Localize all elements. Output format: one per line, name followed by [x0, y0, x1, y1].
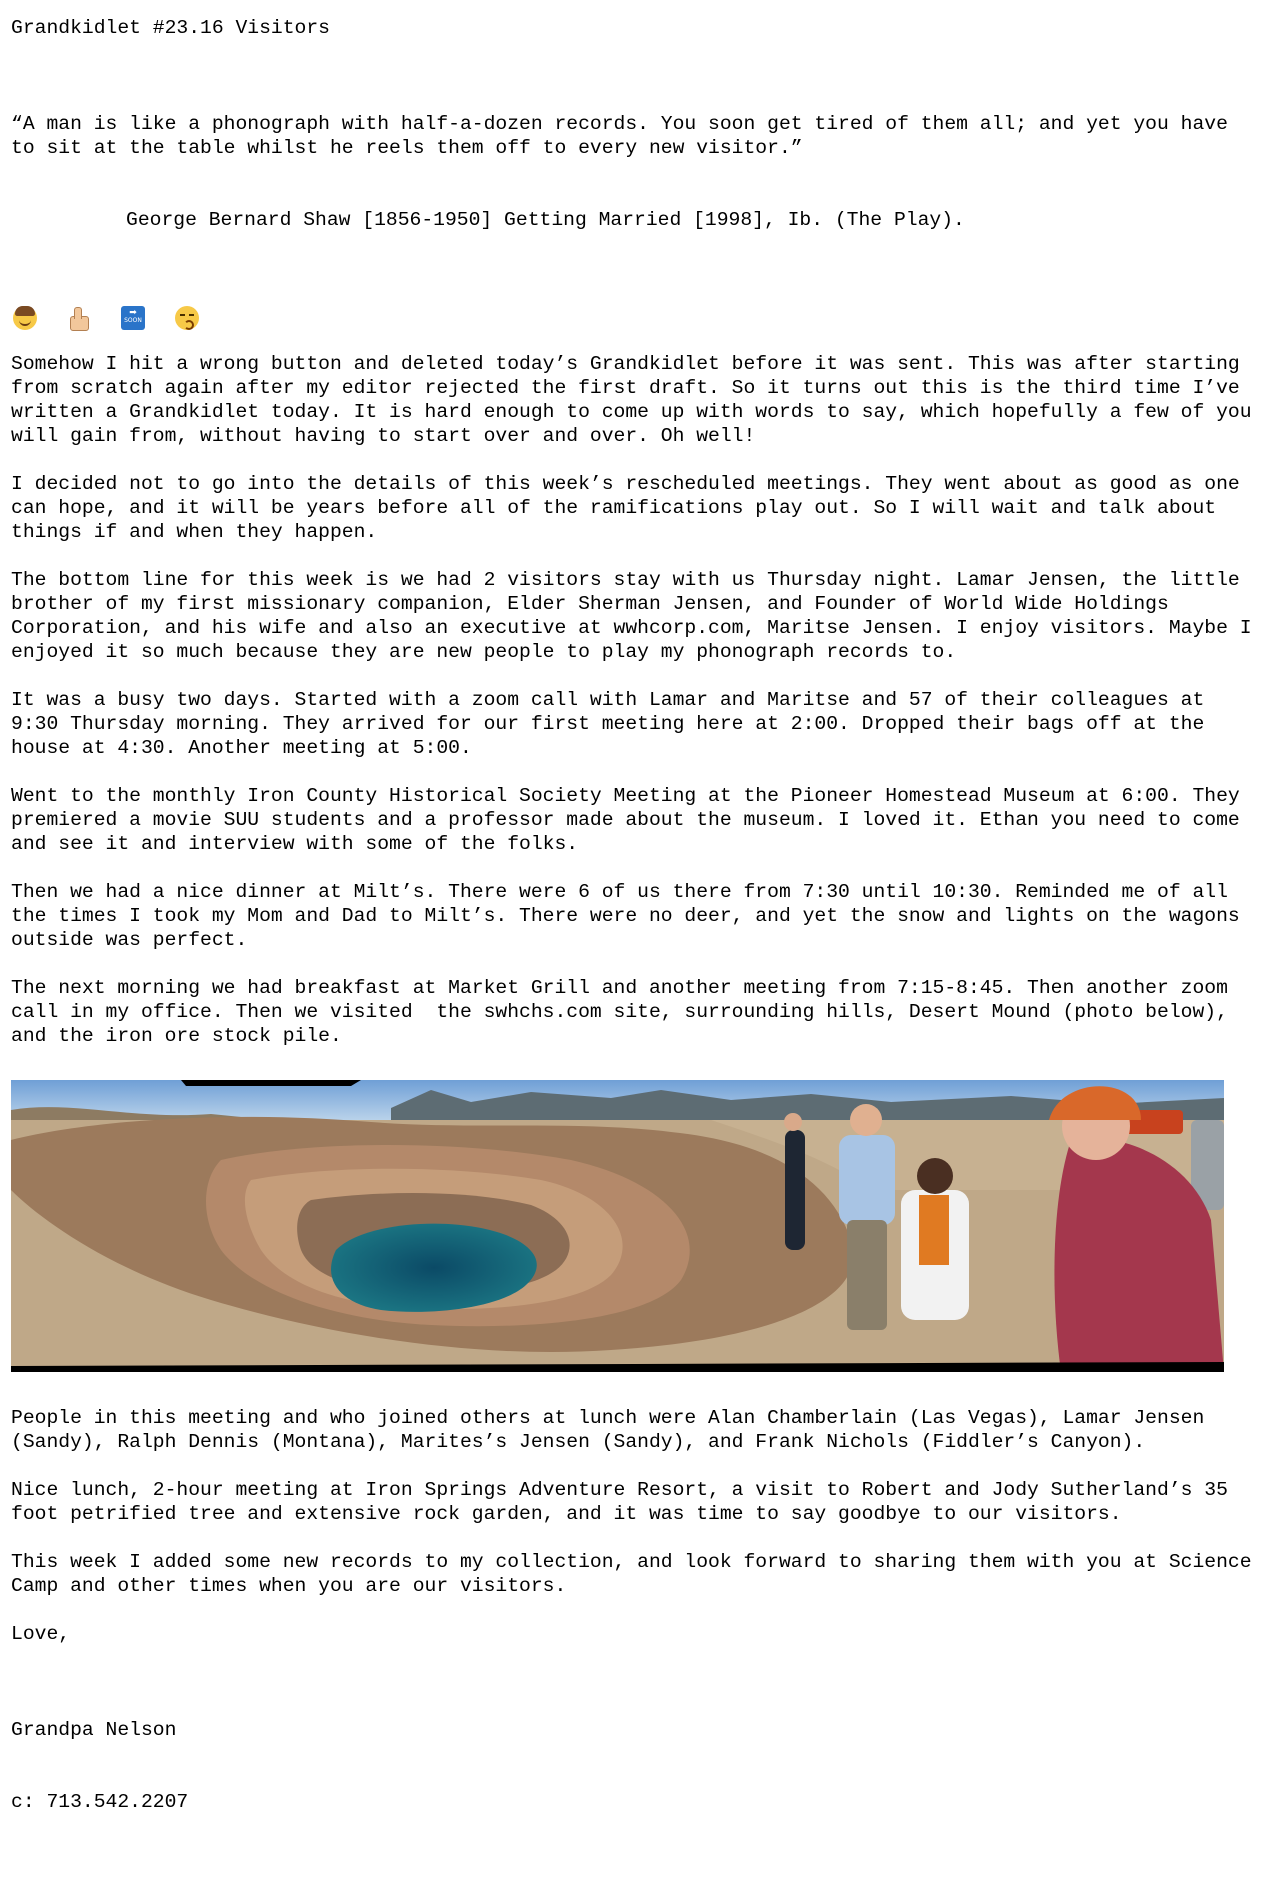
closing: Love,	[11, 1623, 71, 1645]
thumbs-up-icon	[67, 306, 91, 330]
emoji-row	[13, 304, 1261, 332]
paragraph: It was a busy two days. Started with a zoom call with Lamar and Maritse and 57 of their colleagues at 9:30 Thursday morning. They arrived for our first meeting here at 2:00. Dropped their bags off at the house at 4:30. Another meeting at 5:00.	[11, 689, 1217, 759]
panorama-image	[11, 1080, 1224, 1372]
soon-label: SOON	[124, 317, 142, 324]
signature-name: Grandpa Nelson	[11, 1719, 177, 1741]
paragraph: Somehow I hit a wrong button and deleted today’s Grandkidlet before it was sent. This was after starting from scratch again after my editor rejected the first draft. So it turns out this is the third time I’ve written a Grandkidlet today. It is hard enough to come up with words to say, which hopefully a few of you will gain from, without having to start over and over. Oh well!	[11, 353, 1264, 447]
desert-mound-photo	[11, 1080, 1224, 1372]
paragraph: This week I added some new records to my collection, and look forward to sharing them with you at Science Camp and other times when you are our visitors.	[11, 1551, 1264, 1597]
quote-attribution: George Bernard Shaw [1856-1950] Getting Married [1998], Ib. (The Play).	[126, 209, 965, 231]
quote-block	[11, 64, 1261, 280]
paragraph: Nice lunch, 2-hour meeting at Iron Springs Adventure Resort, a visit to Robert and Jody Sutherland’s 35 foot petrified tree and extensive rock garden, and it was time to say goodbye to our visitors.	[11, 1479, 1240, 1525]
signature-phone: c: 713.542.2207	[11, 1791, 189, 1813]
signature-block	[11, 1670, 1261, 1862]
document-title: Grandkidlet #23.16 Visitors	[11, 17, 330, 39]
document	[11, 16, 1264, 1886]
kissing-face-icon	[175, 306, 199, 330]
quote-text: “A man is like a phonograph with half-a-dozen records. You soon get tired of them all; and yet you have to sit at the table whilst he reels them off to every new visitor.”	[11, 113, 1240, 159]
paragraph: I decided not to go into the details of this week’s rescheduled meetings. They went about as good as one can hope, and it will be years before all of the ramifications play out. So I will wait and talk about things if and when they happen.	[11, 473, 1252, 543]
boy-face-icon	[13, 306, 37, 330]
paragraph: Then we had a nice dinner at Milt’s. There were 6 of us there from 7:30 until 10:30. Reminded me of all the times I took my Mom and Dad to Milt’s. There were no deer, and yet the snow and lights on the wagons outside was perfect.	[11, 881, 1252, 951]
paragraph: People in this meeting and who joined others at lunch were Alan Chamberlain (Las Vegas), Lamar Jensen (Sandy), Ralph Dennis (Montana), Marites’s Jensen (Sandy), and Frank Nichols (Fiddler’s Canyon).	[11, 1407, 1217, 1453]
paragraph: The next morning we had breakfast at Market Grill and another meeting from 7:15-8:45. Then another zoom call in my office. Then we visited the swhchs.com site, surrounding hills, Desert Mound (photo below), and the iron ore stock pile.	[11, 977, 1240, 1047]
paragraph: The bottom line for this week is we had 2 visitors stay with us Thursday night. Lamar Jensen, the little brother of my first missionary companion, Elder Sherman Jensen, and Founder of World Wide Holdings Corporation, and his wife and also an executive at wwhcorp.com, Maritse Jensen. I enjoy visitors. Maybe I enjoyed it so much because they are new people to play my phonograph records to.	[11, 569, 1264, 663]
soon-arrow-icon: ➡ SOON	[121, 306, 145, 330]
paragraph: Went to the monthly Iron County Historical Society Meeting at the Pioneer Homestead Museum at 6:00. They premiered a movie SUU students and a professor made about the museum. I loved it. Ethan you need to come and see it and interview with some of the folks.	[11, 785, 1252, 855]
